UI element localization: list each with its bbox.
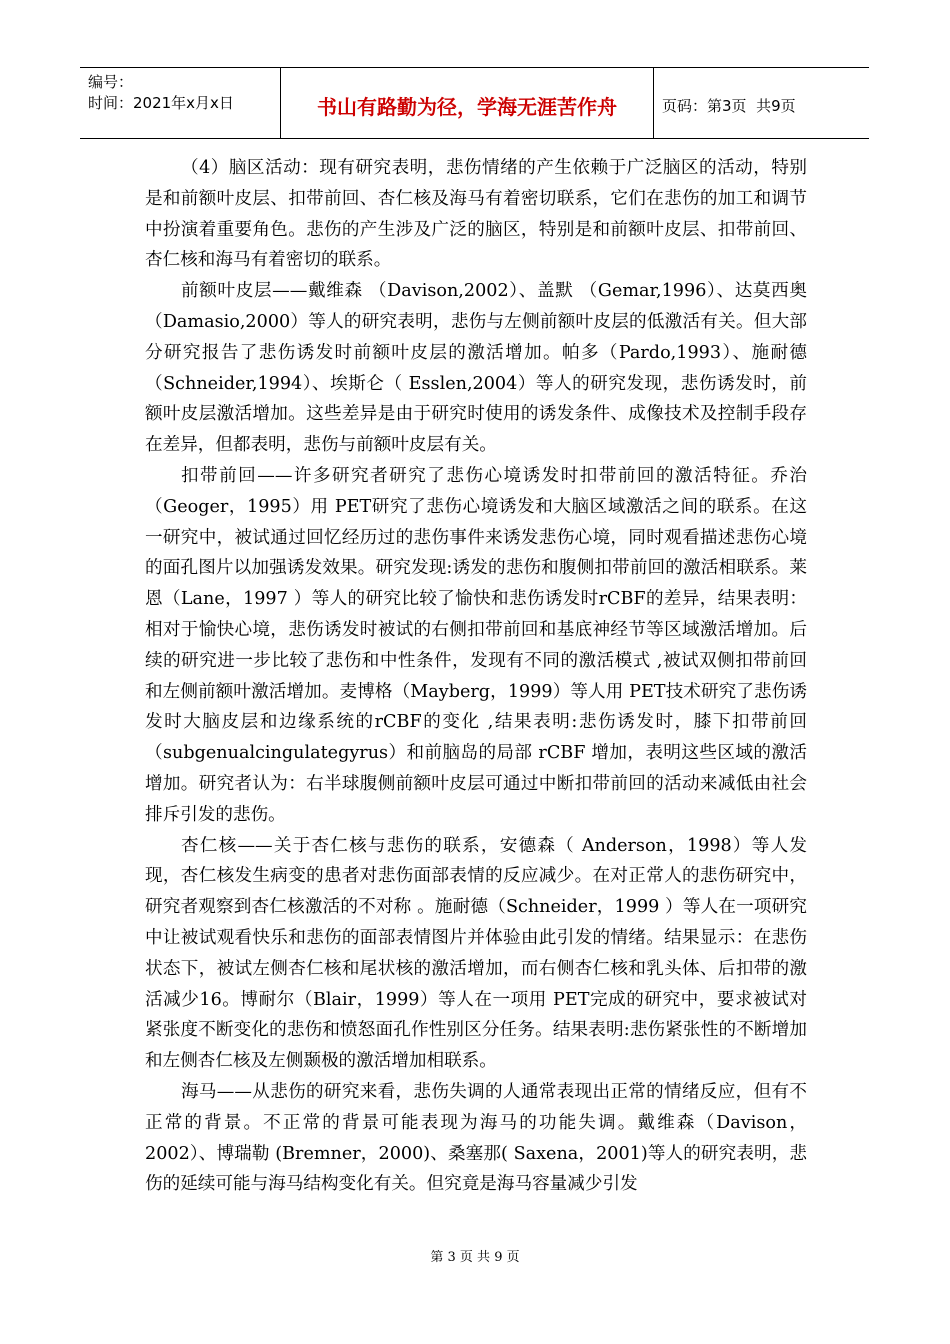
document-time-label: 时间：2021年x月x日 (88, 94, 234, 112)
paragraph-prefrontal-cortex: 前额叶皮层——戴维森 （Davison,2002）、盖默 （Gemar,1996）、达莫西奥 （Damasio,2000）等人的研究表明，悲伤与左侧前额叶皮层的低激活有关。但大部分研究报告了悲伤诱发时前额叶皮层的激活增加。帕多（Pardo,1993）、施耐德 （Schneider,1994）、埃斯仑（ Esslen,2004）等人的研究发现，悲伤诱发时，前额叶皮层激活增加。这些差异是由于研究时使用的诱发条件、成像技术及控制手段存在差异，但都表明，悲伤与前额叶皮层有关。 (145, 281, 807, 456)
header-page-info: 页码：第3页 共9页 (662, 96, 796, 115)
paragraph-amygdala: 杏仁核——关于杏仁核与悲伤的联系，安德森（ Anderson，1998）等人发现，杏仁核发生病变的患者对悲伤面部表情的反应减少。在对正常人的悲伤研究中，研究者观察到杏仁核激活的不对称 。施耐德（Schneider，1999 ）等人在一项研究中让被试观看快乐和悲伤的面部表情图片并体验由此引发的情绪。结果显示：在悲伤状态下，被试左侧杏仁核和尾状核的激活增加，而右侧杏仁核和乳头体、后扣带的激活减少16。博耐尔（Blair，1999）等人在一项用 PET完成的研究中，要求被试对紧张度不断变化的悲伤和愤怒面孔作性别区分任务。结果表明:悲伤紧张性的不断增加和左侧杏仁核及左侧颞极的激活增加相联系。 (145, 835, 807, 1072)
paragraph-anterior-cingulate: 扣带前回——许多研究者研究了悲伤心境诱发时扣带前回的激活特征。乔治 （Geoger，1995）用 PET研究了悲伤心境诱发和大脑区域激活之间的联系。在这一研究中，被试通过回忆经历过的悲伤事件来诱发悲伤心境，同时观看描述悲伤心境的面孔图片以加强诱发效果。研究发现:诱发的悲伤和腹侧扣带前回的激活相联系。莱恩（Lane，1997 ）等人的研究比较了愉快和悲伤诱发时rCBF的差异，结果表明：相对于愉快心境，悲伤诱发时被试的右侧扣带前回和基底神经节等区域激活增加。后续的研究进一步比较了悲伤和中性条件，发现有不同的激活模式 ,被试双侧扣带前回和左侧前额叶激活增加。麦博格（Mayberg，1999）等人用 PET技术研究了悲伤诱发时大脑皮层和边缘系统的rCBF的变化 ,结果表明:悲伤诱发时，膝下扣带前回（subgenualcingulategyrus）和前脑岛的局部 rCBF 增加，表明这些区域的激活增加。研究者认为：右半球腹侧前额叶皮层可通过中断扣带前回的活动来减低由社会排斥引发的悲伤。 (145, 465, 807, 825)
header-motto: 书山有路勤为径，学海无涯苦作舟 (281, 68, 654, 138)
page-footer: 第 3 页 共 9 页 (430, 1250, 520, 1265)
paragraph-brain-activity: （4）脑区活动：现有研究表明，悲伤情绪的产生依赖于广泛脑区的活动，特别是和前额叶皮层、扣带前回、杏仁核及海马有着密切联系，它们在悲伤的加工和调节中扮演着重要角色。悲伤的产生涉及广泛的脑区，特别是和前额叶皮层、扣带前回、杏仁核和海马有着密切的联系。 (145, 158, 807, 271)
header-meta (80, 68, 281, 138)
body-text (145, 153, 807, 1200)
page-header (80, 67, 869, 139)
document-number-label: 编号： (88, 73, 134, 91)
paragraph-hippocampus: 海马——从悲伤的研究来看，悲伤失调的人通常表现出正常的情绪反应，但有不正常的背景。不正常的背景可能表现为海马的功能失调。戴维森（Davison，2002）、博瑞勒 (Bremner，2000)、桑塞那( Saxena，2001)等人的研究表明，悲伤的延续可能与海马结构变化有关。但究竟是海马容量减少引发 (145, 1081, 807, 1195)
